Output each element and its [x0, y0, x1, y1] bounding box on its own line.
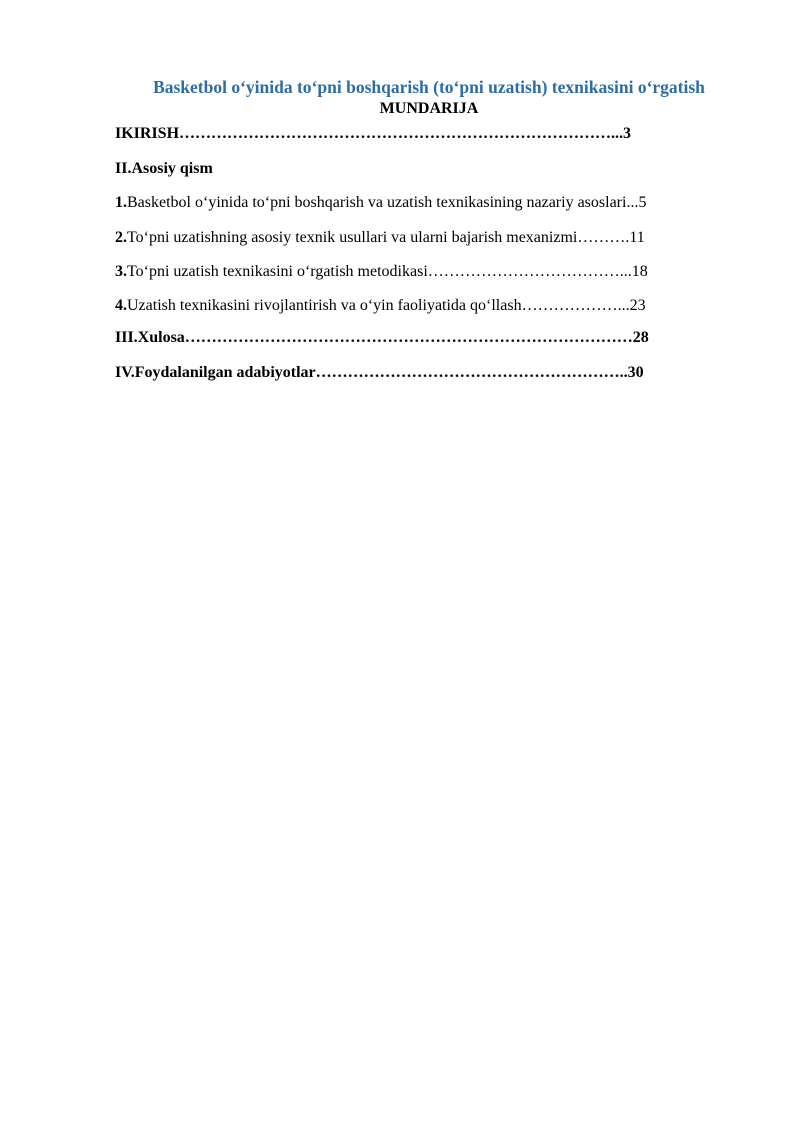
- toc-entry-text: IKIRISH………………………………………………………………………...3: [115, 125, 632, 142]
- toc-entry-chapter-1: [115, 193, 646, 213]
- toc-entry-text: III.Xulosa…………………………………………………………………………28: [115, 329, 649, 346]
- toc-entry-conclusion: [115, 328, 649, 348]
- toc-entry-number: 3.: [115, 263, 127, 280]
- toc-entry-chapter-2: [115, 228, 645, 248]
- toc-entry-chapter-4: [115, 296, 646, 316]
- toc-entry-main-part: [115, 159, 213, 179]
- toc-entry-text: II.Asosiy qism: [115, 160, 213, 177]
- toc-entry-text: To‘pni uzatishning asosiy texnik usullari va ularni bajarish mexanizmi……….11: [127, 229, 645, 246]
- toc-entry-references: [115, 363, 644, 383]
- toc-entry-introduction: [115, 124, 631, 144]
- toc-entry-chapter-3: [115, 262, 648, 282]
- toc-entry-text: To‘pni uzatish texnikasini o‘rgatish metodikasi………………………………...18: [127, 263, 648, 280]
- toc-entry-text: Basketbol o‘yinida to‘pni boshqarish va uzatish texnikasining nazariy asoslari...5: [127, 194, 647, 211]
- document-title: Basketbol o‘yinida to‘pni boshqarish (to‘pni uzatish) texnikasini o‘rgatish: [153, 77, 705, 97]
- toc-heading: MUNDARIJA: [379, 100, 479, 117]
- toc-entry-number: 4.: [115, 297, 127, 314]
- toc-entry-text: IV.Foydalanilgan adabiyotlar…………………………………………………..30: [115, 364, 644, 381]
- toc-entry-text: Uzatish texnikasini rivojlantirish va o‘yin faoliyatida qo‘llash………………...23: [127, 297, 646, 314]
- toc-entry-number: 1.: [115, 194, 127, 211]
- toc-entry-number: 2.: [115, 229, 127, 246]
